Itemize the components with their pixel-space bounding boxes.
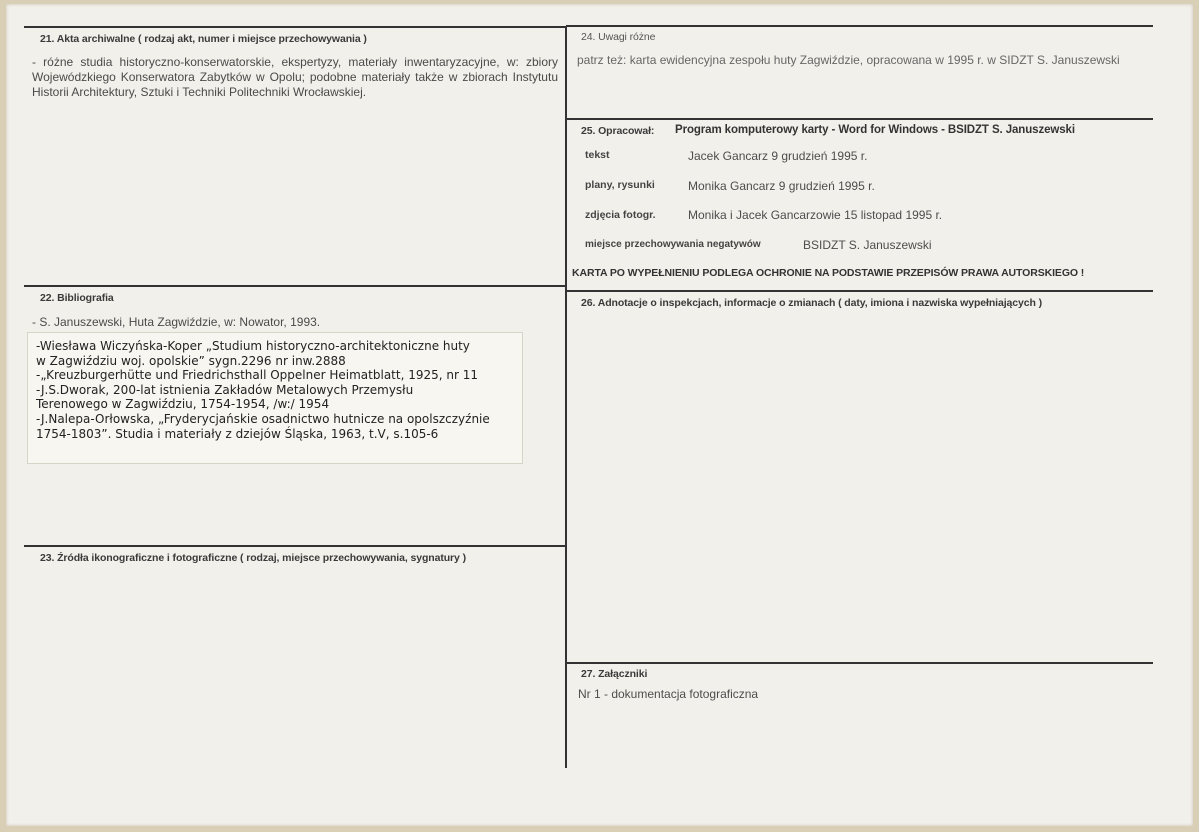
record-card: [6, 4, 1193, 826]
rule-above-23: [24, 545, 565, 547]
bibliography-entry: -J.Nalepa-Orłowska, „Fryderycjańskie osadnictwo hutnicze na opolszczyźnie: [36, 411, 490, 426]
row-label-plany: plany, rysunki: [585, 179, 655, 191]
section-26-header: 26. Adnotacje o inspekcjach, informacje o zmianach ( daty, imiona i nazwiska wypełniających ): [581, 297, 1043, 309]
bibliography-entry: -J.S.Dworak, 200-lat istnienia Zakładów Metalowych Przemysłu: [36, 382, 414, 397]
rule-above-27: [566, 662, 1153, 664]
row-value-negatywy: BSIDZT S. Januszewski: [803, 238, 932, 252]
section-27-header: 27. Załączniki: [581, 668, 648, 680]
section-21-text: - różne studia historyczno-konserwatorskie, ekspertyzy, materiały inwentaryzacyjne, w: zbiory Wojewódzkiego Konserwatora Zabytków w Opolu; podobne materiały także w zbiorach Instytutu Historii Architektury, Sztuki i Techniki Politechniki Wrocławskiej.: [32, 55, 558, 99]
row-value-tekst: Jacek Gancarz 9 grudzień 1995 r.: [688, 149, 868, 163]
top-rule-left: [24, 26, 565, 28]
section-24-text: patrz też: karta ewidencyjna zespołu huty Zagwiździe, opracowana w 1995 r. w SIDZT S. Januszewski: [577, 53, 1120, 67]
bibliography-entry: w Zagwiździu woj. opolskie” sygn.2296 nr inw.2888: [36, 353, 346, 368]
copyright-notice: KARTA PO WYPEŁNIENIU PODLEGA OCHRONIE NA PODSTAWIE PRZEPISÓW PRAWA AUTORSKIEGO !: [572, 267, 1085, 279]
section-23-header: 23. Źródła ikonograficzne i fotograficzne ( rodzaj, miejsce przechowywania, sygnatury ): [40, 552, 466, 564]
rule-above-26: [566, 290, 1153, 292]
row-label-zdjecia: zdjęcia fotogr.: [585, 209, 656, 221]
top-rule-right: [566, 25, 1153, 27]
center-divider: [565, 26, 567, 768]
row-label-tekst: tekst: [585, 149, 610, 161]
row-value-zdjecia: Monika i Jacek Gancarzowie 15 listopad 1995 r.: [688, 208, 943, 222]
row-label-negatywy: miejsce przechowywania negatywów: [585, 239, 761, 250]
section-25-header: 25. Opracował:: [581, 125, 655, 137]
section-27-text: Nr 1 - dokumentacja fotograficzna: [578, 687, 759, 701]
section-22-header: 22. Bibliografia: [40, 292, 114, 304]
row-value-plany: Monika Gancarz 9 grudzień 1995 r.: [688, 179, 875, 193]
bibliography-entry: -Wiesława Wiczyńska-Koper „Studium historyczno-architektoniczne huty: [36, 339, 470, 353]
bibliography-entry: -„Kreuzburgerhütte und Friedrichsthall Oppelner Heimatblatt, 1925, nr 11: [36, 368, 478, 383]
section-24-header: 24. Uwagi różne: [581, 31, 656, 43]
bibliography-entry: Terenowego w Zagwiździu, 1754-1954, /w:/ 1954: [36, 397, 330, 412]
section-21-header: 21. Akta archiwalne ( rodzaj akt, numer i miejsce przechowywania ): [40, 33, 367, 45]
bibliography-entry: 1754-1803”. Studia i materiały z dziejów Śląska, 1963, t.V, s.105-6: [36, 426, 439, 441]
section-25-program: Program komputerowy karty - Word for Windows - BSIDZT S. Januszewski: [675, 124, 1075, 136]
rule-above-22: [24, 285, 565, 287]
pasted-bibliography: [27, 332, 523, 464]
rule-above-25: [566, 118, 1153, 120]
section-22-line1: - S. Januszewski, Huta Zagwiździe, w: Nowator, 1993.: [32, 315, 321, 329]
